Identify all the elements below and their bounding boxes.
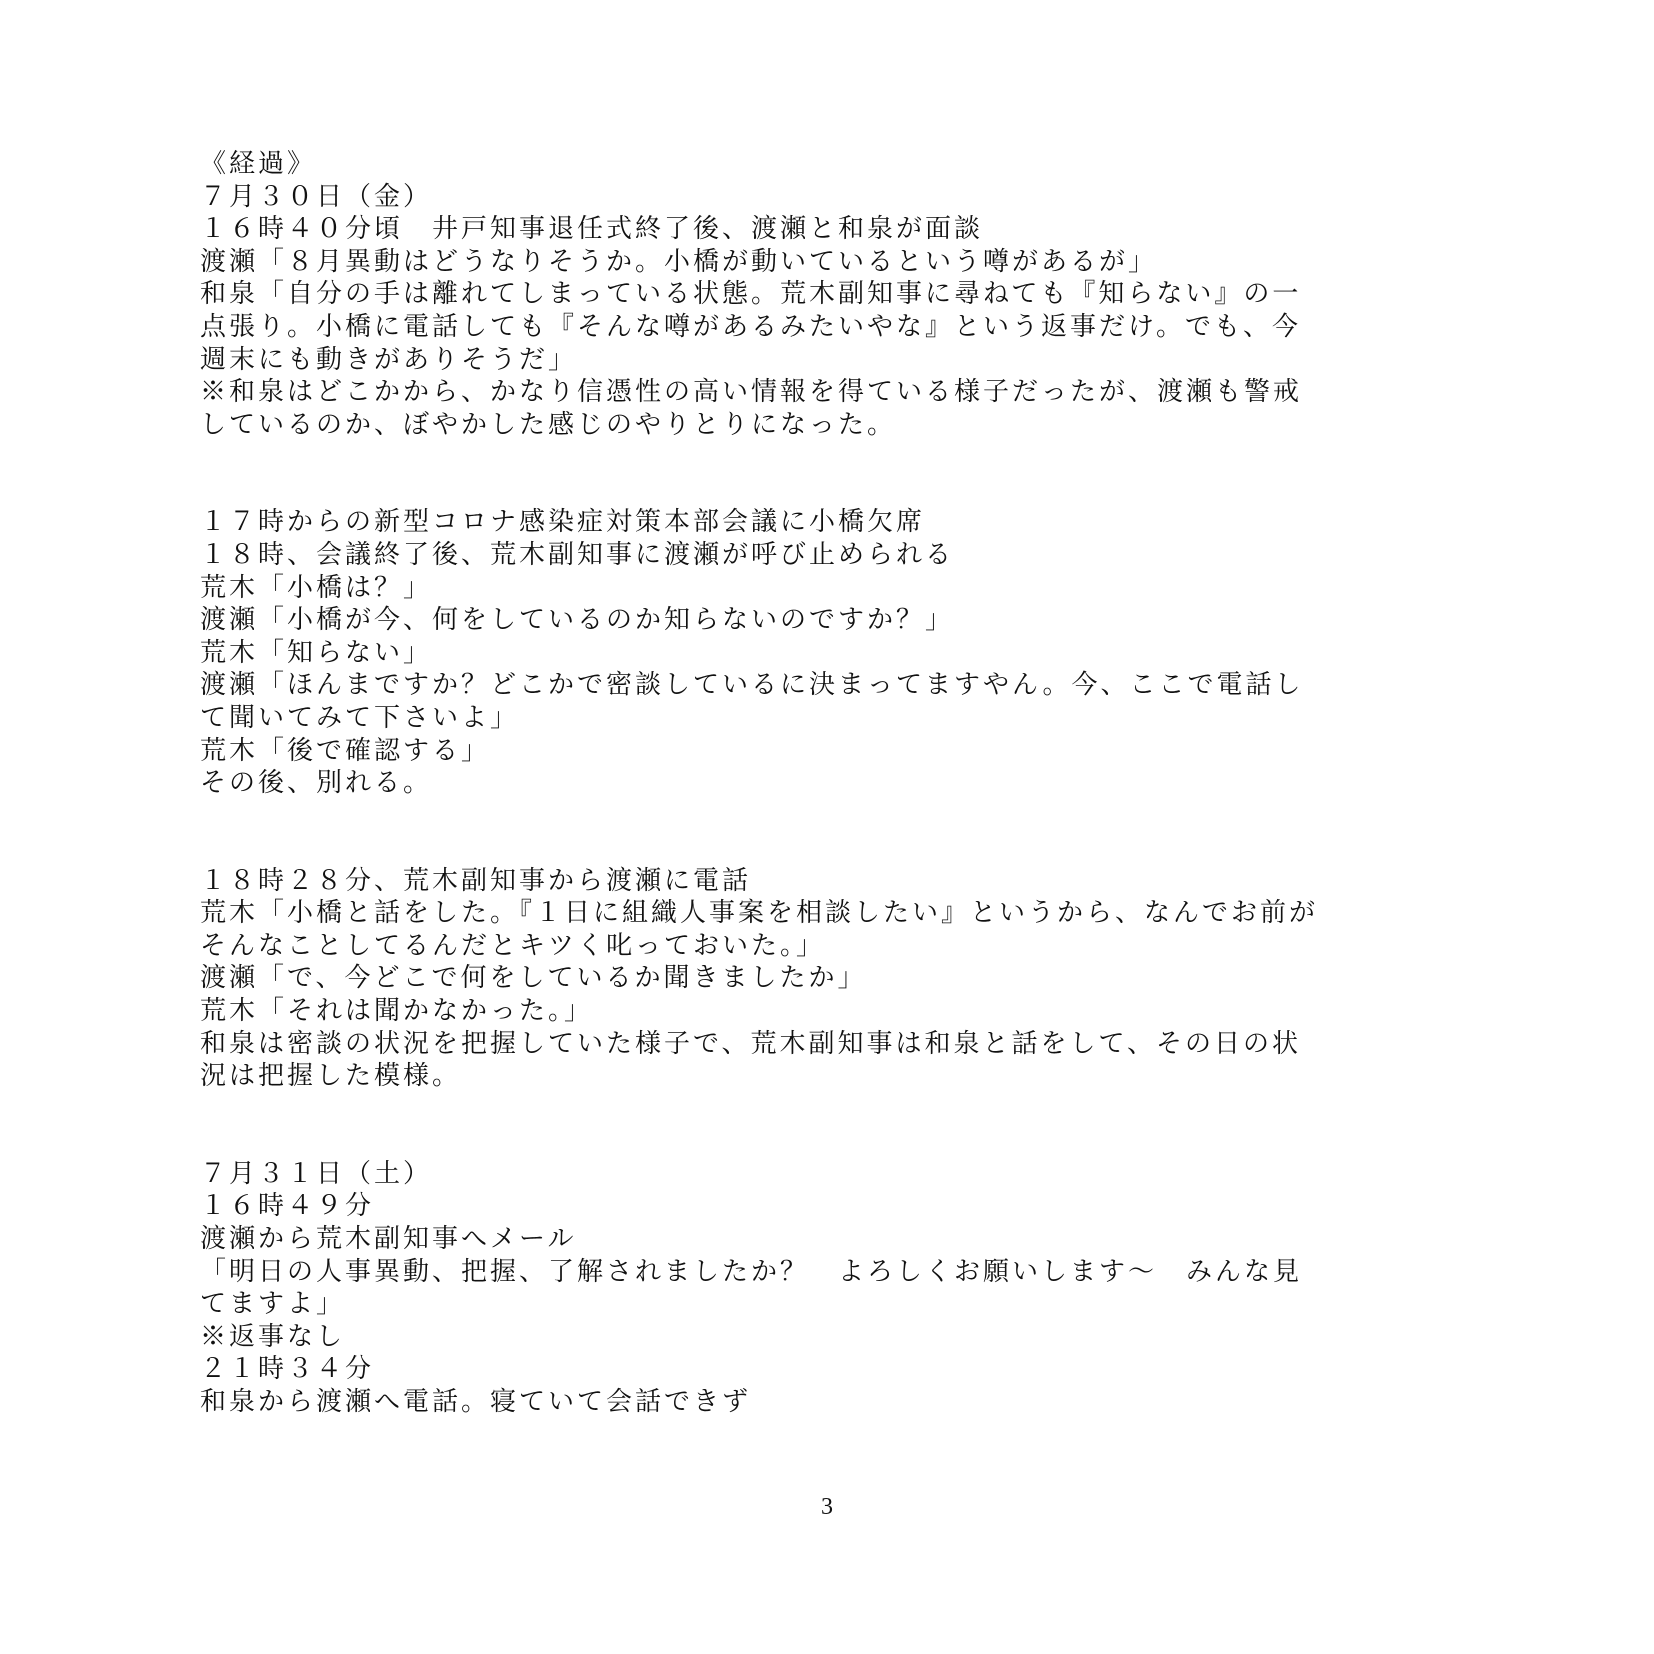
text-line: ２１時３４分: [200, 1354, 375, 1385]
page-number: 3: [821, 1494, 833, 1520]
section-jul30-corona-meeting: [200, 506, 1470, 799]
text-line: てますよ」: [200, 1289, 346, 1320]
text-line: ※和泉はどこかから、かなり信憑性の高い情報を得ている様子だったが、渡瀬も警戒: [200, 377, 1303, 408]
text-line: 和泉から渡瀬へ電話。寝ていて会話できず: [200, 1387, 752, 1417]
text-line: ※返事なし: [200, 1321, 346, 1352]
text-line: 荒木「それは聞かなかった。」: [200, 996, 594, 1027]
date-line: ７月３０日（金）: [200, 181, 433, 212]
text-line: 和泉「自分の手は離れてしまっている状態。荒木副知事に尋ねても『知らない』の一: [200, 279, 1302, 310]
text-line: 荒木「後で確認する」: [200, 735, 491, 766]
text-line: 週末にも動きがありそうだ」: [200, 344, 578, 375]
text-line: 況は把握した模様。: [200, 1061, 462, 1092]
text-line: その後、別れる。: [200, 768, 433, 799]
text-line: 「明日の人事異動、把握、了解されましたか？ よろしくお願いします〜 みんな見: [200, 1256, 1303, 1287]
text-line: １７時からの新型コロナ感染症対策本部会議に小橋欠席: [200, 507, 926, 538]
paragraph-gap: [200, 441, 1470, 506]
text-line: 渡瀬から荒木副知事へメール: [200, 1224, 577, 1255]
paragraph-gap: [200, 800, 1470, 865]
text-line: 点張り。小橋に電話しても『そんな噂があるみたいやな』という返事だけ。でも、今: [200, 311, 1301, 342]
text-line: しているのか、ぼやかした感じのやりとりになった。: [200, 409, 897, 440]
text-line: １６時４９分: [200, 1191, 375, 1222]
section-heading: 《経過》: [200, 149, 317, 179]
text-line: そんなことしてるんだとキツく叱っておいた。」: [200, 930, 826, 961]
text-line: 渡瀬「小橋が今、何をしているのか知らないのですか？」: [200, 605, 955, 636]
text-line: 荒木「小橋と話をした。『１日に組織人事案を相談したい』というから、なんでお前が: [200, 898, 1319, 929]
text-line: 渡瀬「ほんまですか？どこかで密談しているに決まってますやん。今、ここで電話し: [200, 670, 1304, 701]
text-line: 渡瀬「で、今どこで何をしているか聞きましたか」: [200, 963, 867, 994]
text-line: て聞いてみて下さいよ」: [200, 702, 520, 733]
text-line: １８時、会議終了後、荒木副知事に渡瀬が呼び止められる: [200, 539, 955, 570]
section-jul31: [200, 1158, 1470, 1419]
text-line: １８時２８分、荒木副知事から渡瀬に電話: [200, 865, 752, 896]
text-line: 荒木「知らない」: [200, 637, 433, 668]
text-line: 渡瀬「８月異動はどうなりそうか。小橋が動いているという噂があるが」: [200, 246, 1158, 277]
paragraph-gap: [200, 1093, 1470, 1158]
text-line: 荒木「小橋は？」: [200, 572, 433, 603]
date-line: ７月３１日（土）: [200, 1158, 433, 1189]
text-line: 和泉は密談の状況を把握していた様子で、荒木副知事は和泉と話をして、その日の状: [200, 1028, 1301, 1059]
section-jul30-meeting: [200, 181, 1470, 442]
text-line: １６時４０分頃 井戸知事退任式終了後、渡瀬と和泉が面談: [200, 214, 984, 245]
document-body: [200, 148, 1470, 1419]
section-jul30-phone-call: [200, 865, 1470, 1093]
